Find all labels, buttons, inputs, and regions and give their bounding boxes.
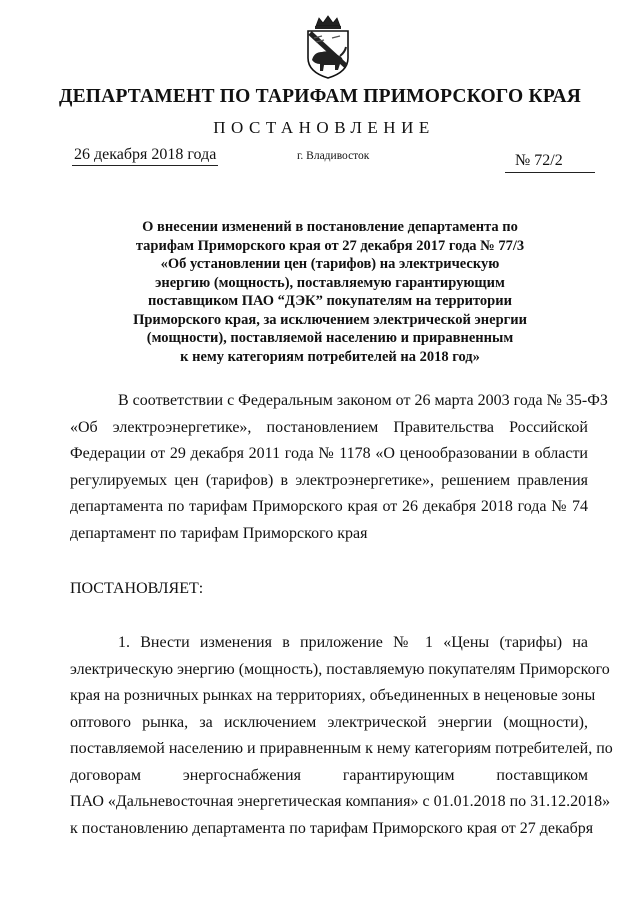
preamble-paragraph [70,388,608,547]
subject-line: (мощности), поставляемой населению и приравненным [146,330,514,346]
preamble-line: Федерации от 29 декабря 2011 года № 1178 «О ценообразовании в области [70,445,588,462]
subject-line: энергию (мощность), поставляемую гарантирующим [155,274,505,291]
item-line: поставляемой населению и приравненным к нему категориям потребителей, по [70,740,613,757]
decree-heading: ПОСТАНОВЛЯЕТ: [70,580,204,597]
item-line: края на розничных рынках на территориях, объединенных в неценовые зоны [70,687,596,704]
item-line: договорам энергоснабжения гарантирующим поставщиком [70,766,588,784]
preamble-line: «Об электроэнергетике», постановлением Правительства Российской [70,418,588,436]
subject-line: Приморского края, за исключением электрической энергии [133,311,527,328]
subject-line: к нему категориям потребителей на 2018 год» [180,348,480,365]
preamble-line: департамента по тарифам Приморского края от 26 декабря 2018 года № 74 [70,498,588,515]
preamble-line: В соответствии с Федеральным законом от 26 марта 2003 года № 35-ФЗ [118,392,608,409]
subject-line: тарифам Приморского края от 27 декабря 2017 года № 77/3 [135,237,525,254]
subject-line: О внесении изменений в постановление департамента по [142,219,518,235]
item-line: оптового рынка, за исключением электрической энергии (мощности), [70,713,588,731]
item-line: к постановлению департамента по тарифам Приморского края от 27 декабря [70,819,594,837]
preamble-line: регулируемых цен (тарифов) в электроэнергетике», решением правления [70,471,588,489]
coat-of-arms-icon [302,14,354,80]
item-line: ПАО «Дальневосточная энергетическая компания» с 01.01.2018 по 31.12.2018» [70,793,611,810]
preamble-line: департамент по тарифам Приморского края [70,524,368,542]
department-title: ДЕПАРТАМЕНТ ПО ТАРИФАМ ПРИМОРСКОГО КРАЯ [58,86,582,107]
document-date: 26 декабря 2018 года [72,146,218,166]
document-city: г. Владивосток [297,150,370,162]
item-line: электрическую энергию (мощность), поставляемую покупателям Приморского [70,660,610,678]
subject-line: поставщиком ПАО “ДЭК” покупателям на территории [148,293,512,309]
item-1-paragraph [70,630,613,842]
document-number: № 72/2 [505,152,595,173]
item-line: 1. Внести изменения в приложение № 1 «Цены (тарифы) на [118,634,588,651]
document-type: ПОСТАНОВЛЕНИЕ [213,118,435,137]
subject-line: «Об установлении цен (тарифов) на электрическую [160,256,500,272]
document-subject [110,218,550,366]
